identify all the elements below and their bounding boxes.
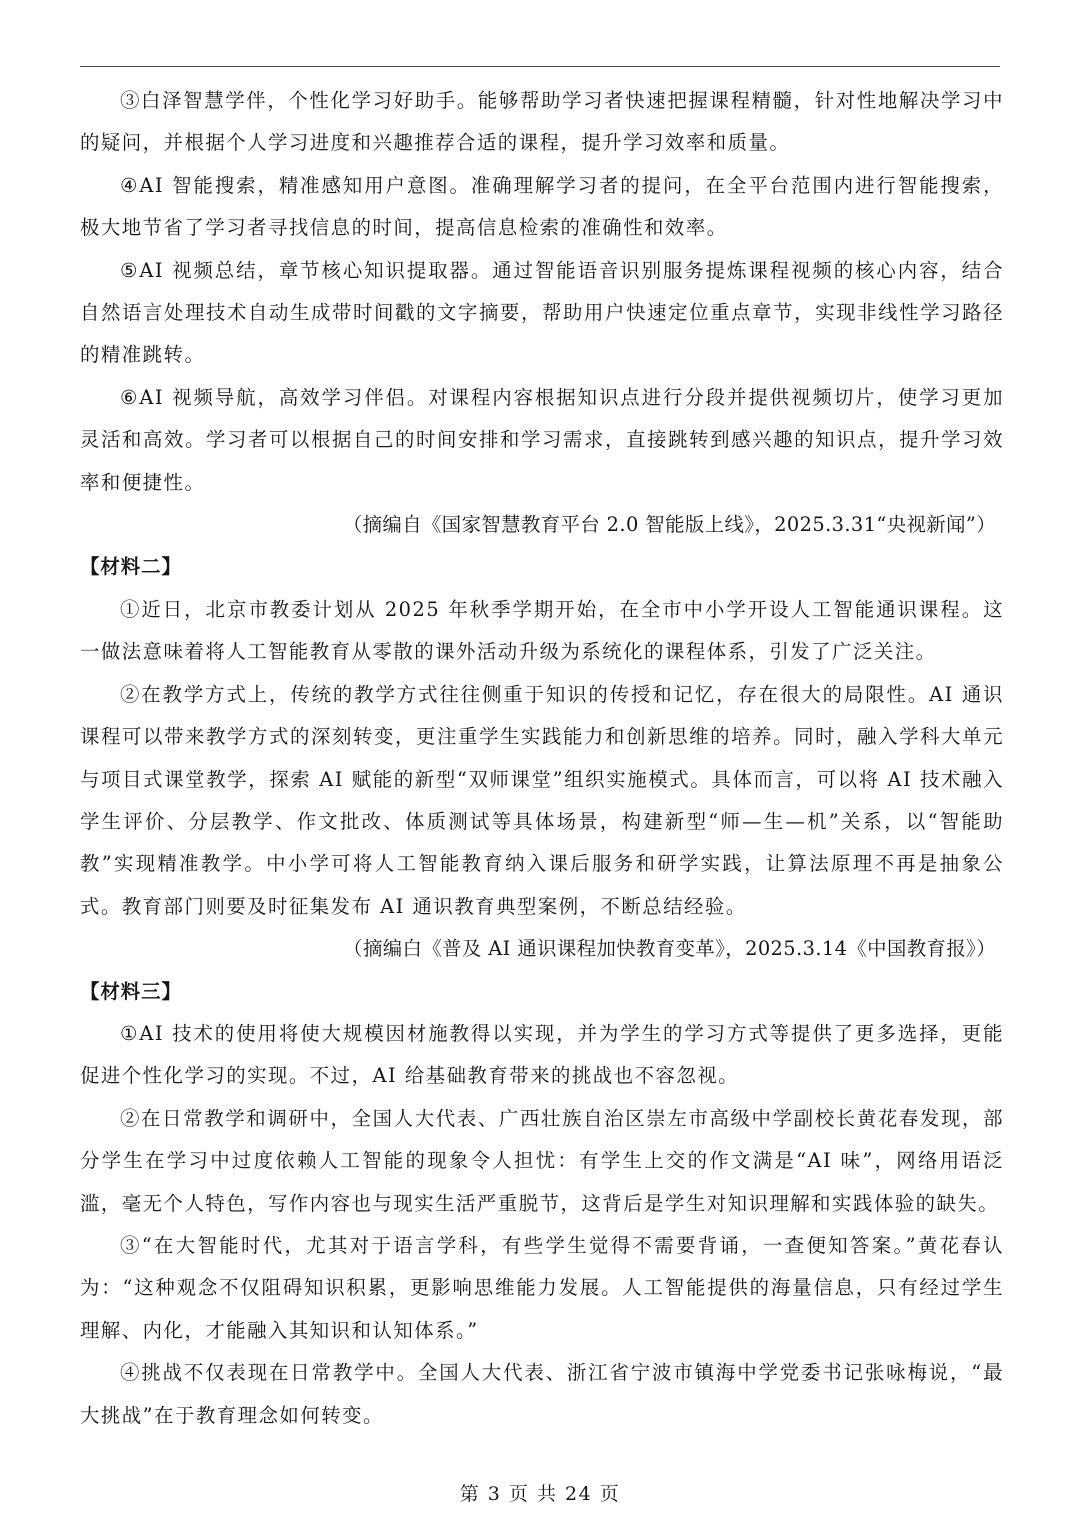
material3-heading: 【材料三】 <box>80 979 182 1003</box>
material3-para-1: ①AI 技术的使用将使大规模因材施教得以实现，并为学生的学习方式等提供了更多选择，更能促进个性化学习的实现。不过，AI 给基础教育带来的挑战也不容忽视。 <box>80 1021 1004 1088</box>
material3-para-4: ④挑战不仅表现在日常教学中。全国人大代表、浙江省宁波市镇海中学党委书记张咏梅说，“最大挑战”在于教育理念如何转变。 <box>80 1361 1004 1427</box>
material2-para-2: ②在教学方式上，传统的教学方式往往侧重于知识的传授和记忆，存在很大的局限性。AI 通识课程可以带来教学方式的深刻转变，更注重学生实践能力和创新思维的培养。同时，融入学科大单元与项目式课堂教学，探索 AI 赋能的新型“双师课堂”组织实施模式。具体而言，可以将 AI 技术融入学生评价、分层教学、作文批改、体质测试等具体场景，构建新型“师—生—机”关系，以“智能助教”实现精准教学。中小学可将人工智能教育纳入课后服务和研学实践，让算法原理不再是抽象公式。教育部门则要及时征集发布 AI 通识教育典型案例，不断总结经验。 <box>80 682 1004 918</box>
page-number: 第 3 页 共 24 页 <box>459 1483 621 1505</box>
material1-para-3: ③白泽智慧学伴，个性化学习好助手。能够帮助学习者快速把握课程精髓，针对性地解决学习中的疑问，并根据个人学习进度和兴趣推荐合适的课程，提升学习效率和质量。 <box>80 89 1004 155</box>
material1-para-6: ⑥AI 视频导航，高效学习伴侣。对课程内容根据知识点进行分段并提供视频切片，使学习更加灵活和高效。学习者可以根据自己的时间安排和学习需求，直接跳转到感兴趣的知识点，提升学习效率和便捷性。 <box>80 385 1004 494</box>
document-body <box>80 80 1004 1437</box>
material3-para-3: ③“在大智能时代，尤其对于语言学科，有些学生觉得不需要背诵，一查便知答案。”黄花春认为：“这种观念不仅阻碍知识积累，更影响思维能力发展。人工智能提供的海量信息，只有经过学生理解、内化，才能融入其知识和认知体系。” <box>80 1233 1004 1342</box>
material2-heading: 【材料二】 <box>80 555 182 579</box>
material1-para-4: ④AI 智能搜索，精准感知用户意图。准确理解学习者的提问，在全平台范围内进行智能搜索，极大地节省了学习者寻找信息的时间，提高信息检索的准确性和效率。 <box>80 173 1004 240</box>
material1-para-5: ⑤AI 视频总结，章节核心知识提取器。通过智能语音识别服务提炼课程视频的核心内容，结合自然语言处理技术自动生成带时间戳的文字摘要，帮助用户快速定位重点章节，实现非线性学习路径的精准跳转。 <box>80 258 1004 367</box>
material2-para-1: ①近日，北京市教委计划从 2025 年秋季学期开始，在全市中小学开设人工智能通识课程。这一做法意味着将人工智能教育从零散的课外活动升级为系统化的课程体系，引发了广泛关注。 <box>80 597 1004 664</box>
material1-source: （摘编自《国家智慧教育平台 2.0 智能版上线》，2025.3.31“央视新闻”） <box>342 513 996 537</box>
material3-para-2: ②在日常教学和调研中，全国人大代表、广西壮族自治区崇左市高级中学副校长黄花春发现，部分学生在学习中过度依赖人工智能的现象令人担忧：有学生上交的作文满是“AI 味”，网络用语泛滥，毫无个人特色，写作内容也与现实生活严重脱节，这背后是学生对知识理解和实践体验的缺失。 <box>80 1106 1004 1215</box>
material2-source: （摘编白《普及 AI 通识课程加快教育变革》，2025.3.14《中国教育报》） <box>343 937 996 961</box>
page-footer <box>0 1479 1080 1506</box>
top-divider <box>80 66 1000 67</box>
